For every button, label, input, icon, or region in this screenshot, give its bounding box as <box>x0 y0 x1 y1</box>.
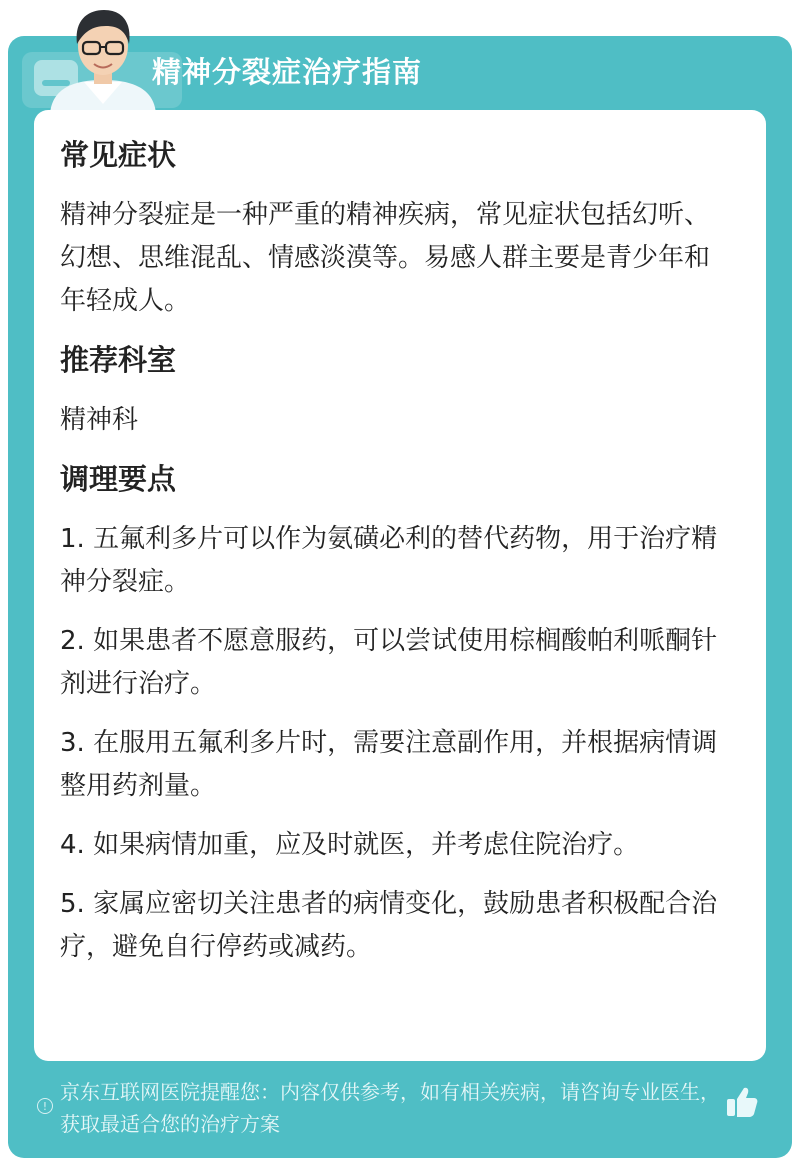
section-care-points <box>60 458 730 969</box>
care-point-item: 2. 如果患者不愿意服药，可以尝试使用棕榈酸帕利哌酮针剂进行治疗。 <box>60 626 718 699</box>
thumbs-up-icon[interactable] <box>724 1084 760 1120</box>
section-symptoms <box>60 134 730 323</box>
section-heading: 常见症状 <box>60 138 177 172</box>
info-icon: ! <box>37 1098 53 1114</box>
care-point-item: 3. 在服用五氟利多片时，需要注意副作用，并根据病情调整用药剂量。 <box>60 728 718 801</box>
section-heading: 推荐科室 <box>60 343 177 377</box>
guide-content <box>60 134 730 985</box>
page-title: 精神分裂症治疗指南 <box>152 55 423 89</box>
care-point-item: 1. 五氟利多片可以作为氨磺必利的替代药物，用于治疗精神分裂症。 <box>60 524 718 597</box>
section-paragraph: 精神分裂症是一种严重的精神疾病，常见症状包括幻听、幻想、思维混乱、情感淡漠等。易感人群主要是青少年和年轻成人。 <box>60 200 711 316</box>
doctor-avatar <box>44 2 162 114</box>
care-point-item: 4. 如果病情加重，应及时就医，并考虑住院治疗。 <box>60 830 640 860</box>
section-paragraph: 精神科 <box>60 405 139 435</box>
care-point-item: 5. 家属应密切关注患者的病情变化，鼓励患者积极配合治疗，避免自行停药或减药。 <box>60 889 718 962</box>
disclaimer-text: 京东互联网医院提醒您：内容仅供参考，如有相关疾病，请咨询专业医生，获取最适合您的治疗方案 <box>60 1080 720 1136</box>
section-department <box>60 339 730 442</box>
section-heading: 调理要点 <box>60 462 177 496</box>
